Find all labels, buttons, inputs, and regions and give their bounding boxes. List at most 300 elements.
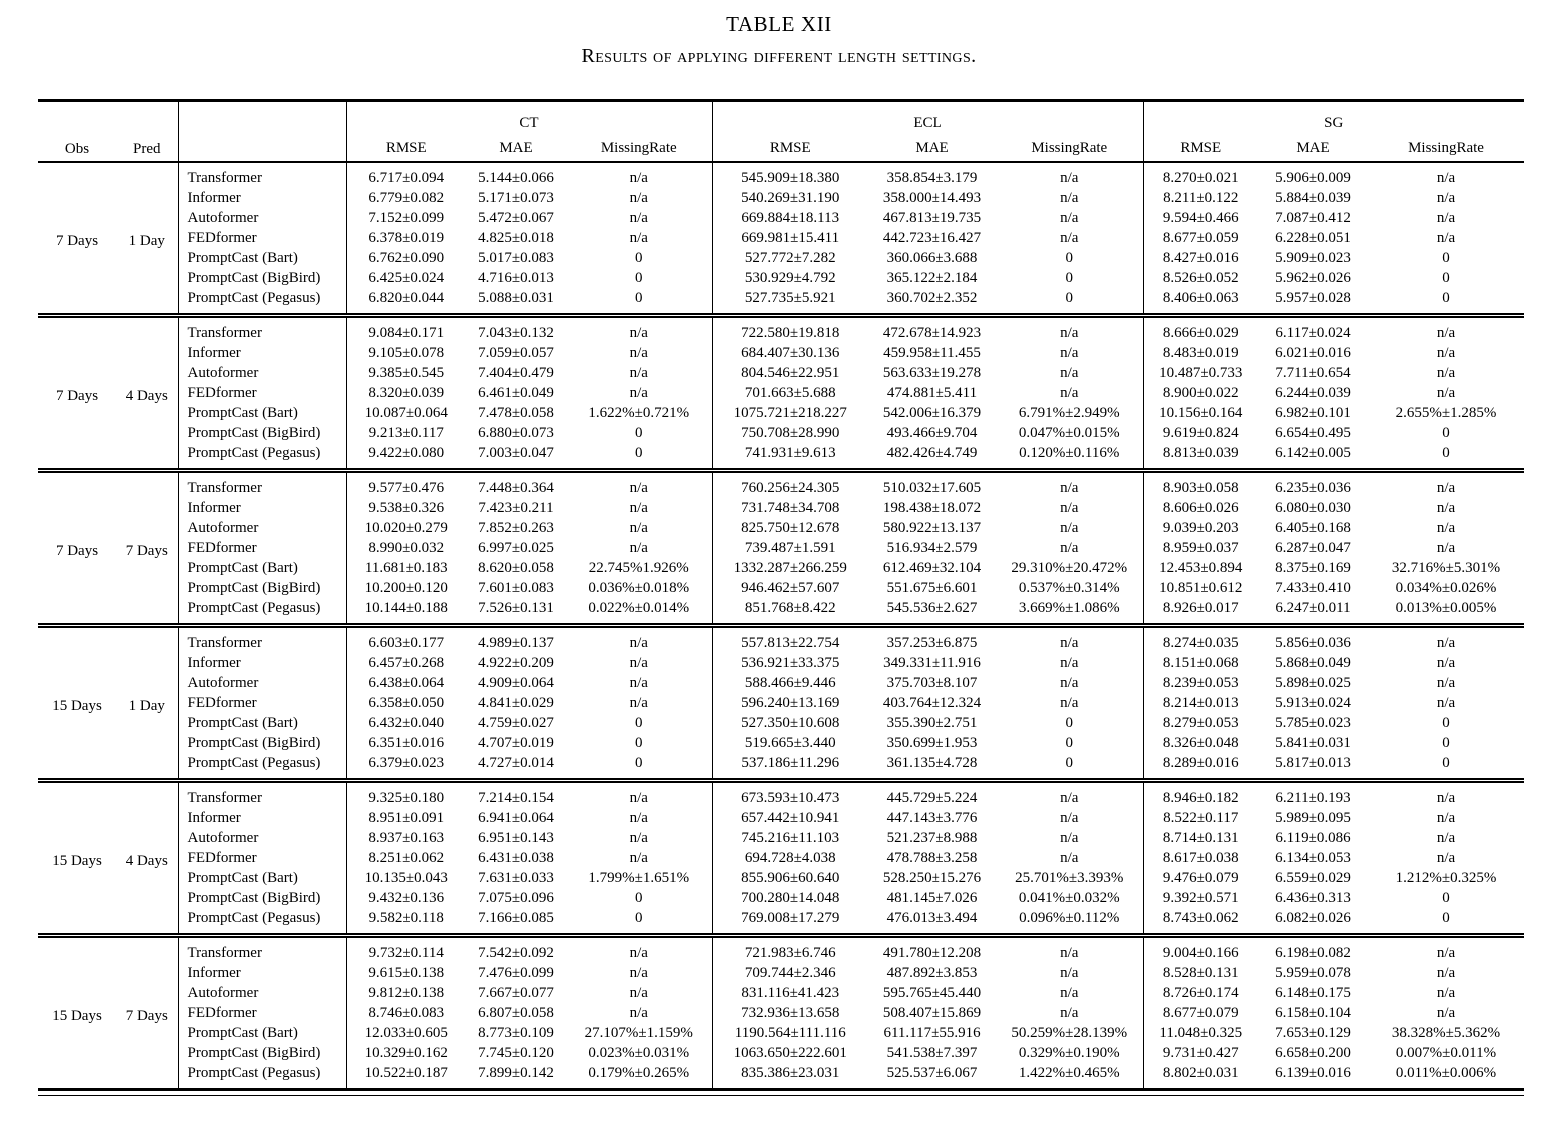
model-label: PromptCast (Pegasus) — [178, 443, 346, 471]
cell-ecl-mae: 357.253±6.875 — [886, 635, 978, 651]
cell-ct-mae: 4.825±0.018 — [478, 230, 554, 246]
cell-ecl-rmse: 540.269±31.190 — [712, 188, 868, 208]
cell-ecl-rmse: 745.216±11.103 — [712, 828, 868, 848]
model-label: Autoformer — [178, 518, 346, 538]
cell-ecl-mae: 360.066±3.688 — [886, 250, 978, 266]
cell-ct-missingrate: n/a — [629, 540, 648, 556]
cell-sg-rmse: 8.239±0.053 — [1143, 673, 1258, 693]
cell-ct-rmse: 8.990±0.032 — [346, 538, 466, 558]
table-row — [38, 808, 1524, 828]
cell-ct-mae: 7.631±0.033 — [478, 870, 554, 886]
obs-label: 7 Days — [55, 542, 99, 559]
cell-ct-rmse: 6.425±0.024 — [346, 268, 466, 288]
cell-ct-missingrate: n/a — [629, 230, 648, 246]
cell-ecl-mae: 459.958±11.455 — [883, 345, 981, 361]
ecl-missingrate-header: MissingRate — [1031, 139, 1108, 156]
cell-ecl-rmse: 530.929±4.792 — [712, 268, 868, 288]
cell-sg-missingrate: 0.013%±0.005% — [1395, 600, 1497, 616]
cell-ct-mae: 4.727±0.014 — [478, 755, 554, 771]
table-row — [38, 558, 1524, 578]
cell-ecl-rmse: 700.280±14.048 — [712, 888, 868, 908]
cell-sg-mae: 6.080±0.030 — [1275, 500, 1351, 516]
table-row — [38, 848, 1524, 868]
cell-ecl-missingrate: 0 — [1065, 270, 1074, 286]
cell-ct-missingrate: n/a — [629, 170, 648, 186]
cell-sg-missingrate: 1.212%±0.325% — [1395, 870, 1497, 886]
cell-ecl-rmse: 545.909±18.380 — [712, 162, 868, 188]
cell-ct-missingrate: n/a — [629, 520, 648, 536]
cell-ecl-missingrate: 0.537%±0.314% — [1018, 580, 1120, 596]
cell-ecl-mae: 476.013±3.494 — [886, 910, 978, 926]
cell-ecl-missingrate: 50.259%±28.139% — [1011, 1025, 1128, 1041]
cell-ct-rmse: 8.951±0.091 — [346, 808, 466, 828]
cell-ct-rmse: 9.084±0.171 — [346, 316, 466, 344]
cell-sg-missingrate: 0.007%±0.011% — [1395, 1045, 1497, 1061]
cell-ct-mae: 4.909±0.064 — [478, 675, 554, 691]
cell-ecl-rmse: 1075.721±218.227 — [712, 403, 868, 423]
table-row — [38, 963, 1524, 983]
cell-ecl-missingrate: 1.422%±0.465% — [1018, 1065, 1120, 1081]
cell-sg-missingrate: 32.716%±5.301% — [1391, 560, 1501, 576]
cell-ecl-rmse: 721.983±6.746 — [712, 936, 868, 964]
table-row — [38, 423, 1524, 443]
obs-header: Obs — [64, 141, 90, 157]
cell-ct-missingrate: n/a — [629, 965, 648, 981]
cell-ct-mae: 5.144±0.066 — [478, 170, 554, 186]
cell-ecl-missingrate: 0 — [1065, 715, 1074, 731]
model-label: Autoformer — [178, 673, 346, 693]
cell-sg-rmse: 8.522±0.117 — [1143, 808, 1258, 828]
cell-ct-rmse: 6.358±0.050 — [346, 693, 466, 713]
cell-ct-mae: 5.088±0.031 — [478, 290, 554, 306]
cell-ecl-mae: 612.469±32.104 — [882, 560, 982, 576]
cell-sg-mae: 5.906±0.009 — [1275, 170, 1351, 186]
cell-ecl-rmse: 760.256±24.305 — [712, 471, 868, 499]
cell-sg-missingrate: n/a — [1436, 965, 1456, 981]
table-row — [38, 653, 1524, 673]
cell-ct-mae: 5.017±0.083 — [478, 250, 554, 266]
cell-sg-missingrate: n/a — [1436, 170, 1456, 186]
cell-sg-rmse: 8.289±0.016 — [1143, 753, 1258, 781]
cell-sg-rmse: 8.617±0.038 — [1143, 848, 1258, 868]
cell-ct-mae: 7.166±0.085 — [478, 910, 554, 926]
model-header-blank — [178, 101, 346, 163]
cell-sg-missingrate: 0 — [1442, 445, 1450, 461]
cell-ct-mae: 6.941±0.064 — [478, 810, 554, 826]
cell-ct-missingrate: 0 — [635, 735, 643, 751]
cell-sg-missingrate: 0.011%±0.006% — [1395, 1065, 1497, 1081]
cell-ecl-mae: 516.934±2.579 — [886, 540, 978, 556]
cell-sg-rmse: 11.048±0.325 — [1143, 1023, 1258, 1043]
cell-ct-missingrate: n/a — [629, 810, 648, 826]
cell-sg-mae: 6.559±0.029 — [1275, 870, 1351, 886]
cell-sg-missingrate: n/a — [1436, 635, 1456, 651]
table-row — [38, 363, 1524, 383]
model-label: Transformer — [178, 471, 346, 499]
cell-ct-missingrate: n/a — [629, 945, 648, 961]
cell-sg-missingrate: 0 — [1442, 910, 1450, 926]
pred-label: 7 Days — [125, 1007, 168, 1024]
cell-sg-rmse: 8.813±0.039 — [1143, 443, 1258, 471]
cell-ct-rmse: 10.329±0.162 — [346, 1043, 466, 1063]
cell-ct-rmse: 10.020±0.279 — [346, 518, 466, 538]
cell-ct-missingrate: n/a — [629, 1005, 648, 1021]
cell-ct-rmse: 10.135±0.043 — [346, 868, 466, 888]
cell-sg-rmse: 8.483±0.019 — [1143, 343, 1258, 363]
cell-ecl-mae: 375.703±8.107 — [886, 675, 978, 691]
obs-label: 15 Days — [52, 852, 102, 869]
model-label: PromptCast (BigBird) — [178, 1043, 346, 1063]
cell-ct-missingrate: 0.023%±0.031% — [588, 1045, 690, 1061]
cell-ecl-missingrate: n/a — [1060, 1005, 1079, 1021]
cell-ct-missingrate: 0.179%±0.265% — [588, 1065, 690, 1081]
cell-sg-rmse: 9.039±0.203 — [1143, 518, 1258, 538]
model-label: PromptCast (BigBird) — [178, 578, 346, 598]
cell-sg-mae: 6.228±0.051 — [1275, 230, 1351, 246]
cell-ct-mae: 5.472±0.067 — [478, 210, 554, 226]
cell-ecl-missingrate: 0.096%±0.112% — [1019, 910, 1120, 926]
cell-ecl-missingrate: n/a — [1060, 520, 1079, 536]
model-label: PromptCast (Bart) — [178, 558, 346, 578]
cell-sg-rmse: 8.677±0.059 — [1143, 228, 1258, 248]
cell-sg-missingrate: 0 — [1442, 715, 1450, 731]
table-row — [38, 1023, 1524, 1043]
cell-ct-mae: 7.526±0.131 — [478, 600, 554, 616]
cell-ct-missingrate: 0 — [635, 890, 643, 906]
cell-ecl-rmse: 769.008±17.279 — [712, 908, 868, 936]
model-label: PromptCast (Bart) — [178, 868, 346, 888]
cell-ct-missingrate: n/a — [629, 210, 648, 226]
cell-ecl-missingrate: 0 — [1065, 290, 1074, 306]
row-group-3 — [38, 471, 1524, 626]
table-row — [38, 888, 1524, 908]
table-row — [38, 316, 1524, 344]
cell-sg-rmse: 9.594±0.466 — [1143, 208, 1258, 228]
cell-ecl-mae: 365.122±2.184 — [886, 270, 978, 286]
cell-sg-missingrate: n/a — [1436, 325, 1456, 341]
cell-ecl-mae: 350.699±1.953 — [886, 735, 978, 751]
table-row — [38, 733, 1524, 753]
cell-sg-missingrate: n/a — [1436, 500, 1456, 516]
cell-ecl-rmse: 657.442±10.941 — [712, 808, 868, 828]
cell-sg-mae: 6.117±0.024 — [1275, 325, 1351, 341]
cell-sg-rmse: 8.959±0.037 — [1143, 538, 1258, 558]
model-label: PromptCast (Bart) — [178, 403, 346, 423]
cell-sg-missingrate: n/a — [1436, 230, 1456, 246]
cell-ct-missingrate: n/a — [629, 345, 648, 361]
cell-sg-missingrate: 0 — [1442, 270, 1450, 286]
model-label: PromptCast (BigBird) — [178, 423, 346, 443]
cell-sg-missingrate: 2.655%±1.285% — [1395, 405, 1497, 421]
cell-ct-mae: 7.667±0.077 — [478, 985, 554, 1001]
cell-ecl-mae: 510.032±17.605 — [882, 480, 982, 496]
model-label: PromptCast (Pegasus) — [178, 288, 346, 316]
cell-ecl-missingrate: n/a — [1060, 790, 1079, 806]
pred-label: 4 Days — [125, 387, 168, 404]
cell-ct-rmse: 6.457±0.268 — [346, 653, 466, 673]
cell-ecl-mae: 487.892±3.853 — [886, 965, 978, 981]
cell-ct-missingrate: n/a — [629, 190, 648, 206]
cell-sg-rmse: 8.326±0.048 — [1143, 733, 1258, 753]
ecl-mae-header: MAE — [915, 139, 949, 156]
cell-sg-missingrate: n/a — [1436, 810, 1456, 826]
model-label: Autoformer — [178, 983, 346, 1003]
dataset-header-ct: CT — [346, 101, 712, 136]
cell-ecl-rmse: 673.593±10.473 — [712, 781, 868, 809]
cell-ecl-missingrate: n/a — [1060, 965, 1079, 981]
cell-ct-missingrate: 0 — [635, 445, 643, 461]
cell-sg-mae: 6.021±0.016 — [1275, 345, 1351, 361]
cell-ecl-mae: 493.466±9.704 — [886, 425, 978, 441]
cell-ecl-rmse: 669.981±15.411 — [712, 228, 868, 248]
cell-sg-mae: 6.134±0.053 — [1275, 850, 1351, 866]
cell-ecl-missingrate: 0.329%±0.190% — [1018, 1045, 1120, 1061]
cell-sg-mae: 6.247±0.011 — [1275, 600, 1351, 616]
model-label: PromptCast (Pegasus) — [178, 598, 346, 626]
table-row — [38, 208, 1524, 228]
cell-sg-rmse: 8.666±0.029 — [1143, 316, 1258, 344]
cell-ct-mae: 7.423±0.211 — [478, 500, 554, 516]
table-row — [38, 713, 1524, 733]
cell-sg-rmse: 8.802±0.031 — [1143, 1063, 1258, 1090]
model-label: Informer — [178, 498, 346, 518]
cell-ecl-mae: 472.678±14.923 — [882, 325, 982, 341]
cell-sg-missingrate: n/a — [1436, 790, 1456, 806]
cell-ct-rmse: 9.577±0.476 — [346, 471, 466, 499]
cell-sg-mae: 6.235±0.036 — [1275, 480, 1351, 496]
cell-sg-mae: 6.436±0.313 — [1275, 890, 1351, 906]
cell-ct-mae: 6.951±0.143 — [478, 830, 554, 846]
model-label: Autoformer — [178, 828, 346, 848]
cell-sg-mae: 6.654±0.495 — [1275, 425, 1351, 441]
cell-sg-mae: 5.868±0.049 — [1275, 655, 1351, 671]
table-row — [38, 383, 1524, 403]
cell-ecl-missingrate: n/a — [1060, 675, 1079, 691]
cell-ecl-rmse: 741.931±9.613 — [712, 443, 868, 471]
table-title: TABLE XII — [726, 12, 832, 36]
cell-ecl-missingrate: n/a — [1060, 170, 1079, 186]
cell-ct-missingrate: 0 — [635, 425, 643, 441]
row-group-2 — [38, 316, 1524, 471]
cell-sg-rmse: 8.528±0.131 — [1143, 963, 1258, 983]
cell-ct-rmse: 6.779±0.082 — [346, 188, 466, 208]
cell-ct-rmse: 10.144±0.188 — [346, 598, 466, 626]
cell-sg-rmse: 8.270±0.021 — [1143, 162, 1258, 188]
cell-ecl-mae: 447.143±3.776 — [886, 810, 978, 826]
table-row — [38, 162, 1524, 188]
cell-ct-mae: 6.461±0.049 — [478, 385, 554, 401]
cell-ct-rmse: 9.615±0.138 — [346, 963, 466, 983]
table-row — [38, 518, 1524, 538]
cell-ecl-rmse: 804.546±22.951 — [712, 363, 868, 383]
cell-ecl-missingrate: n/a — [1060, 230, 1079, 246]
cell-sg-mae: 7.711±0.654 — [1275, 365, 1351, 381]
cell-sg-missingrate: n/a — [1436, 830, 1456, 846]
cell-sg-mae: 6.142±0.005 — [1275, 445, 1351, 461]
cell-sg-missingrate: 0 — [1442, 290, 1450, 306]
bottom-rule — [38, 1095, 1524, 1096]
cell-sg-rmse: 8.274±0.035 — [1143, 626, 1258, 654]
model-label: FEDformer — [178, 693, 346, 713]
cell-ct-missingrate: 0 — [635, 715, 643, 731]
cell-ct-missingrate: 22.745%1.926% — [588, 560, 689, 576]
table-row — [38, 228, 1524, 248]
cell-ct-mae: 6.807±0.058 — [478, 1005, 554, 1021]
cell-ct-missingrate: 0 — [635, 755, 643, 771]
cell-sg-rmse: 8.211±0.122 — [1143, 188, 1258, 208]
table-row — [38, 1063, 1524, 1090]
cell-ct-rmse: 11.681±0.183 — [346, 558, 466, 578]
cell-sg-rmse: 9.619±0.824 — [1143, 423, 1258, 443]
cell-sg-mae: 7.433±0.410 — [1275, 580, 1351, 596]
cell-ct-mae: 7.043±0.132 — [478, 325, 554, 341]
cell-ecl-mae: 521.237±8.988 — [886, 830, 978, 846]
table-row — [38, 673, 1524, 693]
model-label: PromptCast (Bart) — [178, 248, 346, 268]
cell-sg-missingrate: 0 — [1442, 425, 1450, 441]
cell-ct-missingrate: 0.036%±0.018% — [588, 580, 690, 596]
cell-ct-missingrate: n/a — [629, 385, 648, 401]
cell-ct-mae: 5.171±0.073 — [478, 190, 554, 206]
cell-ct-rmse: 6.438±0.064 — [346, 673, 466, 693]
cell-sg-rmse: 10.851±0.612 — [1143, 578, 1258, 598]
cell-sg-missingrate: n/a — [1436, 695, 1456, 711]
cell-sg-missingrate: n/a — [1436, 985, 1456, 1001]
table-row — [38, 188, 1524, 208]
cell-ecl-mae: 545.536±2.627 — [886, 600, 978, 616]
cell-ecl-missingrate: n/a — [1060, 540, 1079, 556]
cell-ct-mae: 7.852±0.263 — [478, 520, 554, 536]
model-label: PromptCast (Pegasus) — [178, 753, 346, 781]
cell-ecl-mae: 525.537±6.067 — [886, 1065, 978, 1081]
table-row — [38, 626, 1524, 654]
table-row — [38, 753, 1524, 781]
cell-sg-missingrate: 0 — [1442, 250, 1450, 266]
model-label: Autoformer — [178, 363, 346, 383]
cell-ct-missingrate: n/a — [629, 655, 648, 671]
cell-ct-missingrate: n/a — [629, 480, 648, 496]
cell-ct-missingrate: n/a — [629, 985, 648, 1001]
cell-sg-missingrate: n/a — [1436, 655, 1456, 671]
cell-ecl-mae: 361.135±4.728 — [886, 755, 978, 771]
cell-ecl-missingrate: 0 — [1065, 735, 1074, 751]
model-label: FEDformer — [178, 383, 346, 403]
cell-ct-mae: 7.003±0.047 — [478, 445, 554, 461]
cell-ecl-mae: 482.426±4.749 — [886, 445, 978, 461]
cell-sg-mae: 5.898±0.025 — [1275, 675, 1351, 691]
cell-ct-rmse: 6.820±0.044 — [346, 288, 466, 316]
cell-ct-rmse: 8.746±0.083 — [346, 1003, 466, 1023]
cell-sg-mae: 6.405±0.168 — [1275, 520, 1351, 536]
cell-ecl-mae: 563.633±19.278 — [882, 365, 982, 381]
cell-ct-rmse: 9.432±0.136 — [346, 888, 466, 908]
table-row — [38, 248, 1524, 268]
table-row — [38, 1003, 1524, 1023]
cell-ecl-rmse: 1063.650±222.601 — [712, 1043, 868, 1063]
cell-ecl-mae: 542.006±16.379 — [882, 405, 982, 421]
cell-ecl-rmse: 1332.287±266.259 — [712, 558, 868, 578]
dataset-header-sg: SG — [1143, 101, 1524, 136]
cell-ecl-missingrate: 25.701%±3.393% — [1015, 870, 1124, 886]
cell-ecl-rmse: 669.884±18.113 — [712, 208, 868, 228]
cell-ecl-missingrate: n/a — [1060, 210, 1079, 226]
cell-ecl-mae: 491.780±12.208 — [882, 945, 982, 961]
table-row — [38, 343, 1524, 363]
cell-ecl-mae: 541.538±7.397 — [886, 1045, 978, 1061]
cell-sg-mae: 8.375±0.169 — [1275, 560, 1351, 576]
cell-ecl-missingrate: 3.669%±1.086% — [1018, 600, 1120, 616]
cell-ct-rmse: 12.033±0.605 — [346, 1023, 466, 1043]
cell-sg-mae: 6.982±0.101 — [1275, 405, 1351, 421]
model-label: PromptCast (Pegasus) — [178, 1063, 346, 1090]
model-label: Informer — [178, 343, 346, 363]
cell-sg-rmse: 9.004±0.166 — [1143, 936, 1258, 964]
sg-mae-header: MAE — [1296, 139, 1330, 156]
table-row — [38, 693, 1524, 713]
cell-ecl-mae: 611.117±55.916 — [883, 1025, 981, 1041]
table-row — [38, 868, 1524, 888]
model-label: Transformer — [178, 936, 346, 964]
cell-ecl-missingrate: 0.120%±0.116% — [1019, 445, 1120, 461]
cell-ecl-rmse: 946.462±57.607 — [712, 578, 868, 598]
pred-label: 7 Days — [125, 542, 168, 559]
cell-ct-missingrate: n/a — [629, 635, 648, 651]
cell-ct-mae: 4.989±0.137 — [478, 635, 554, 651]
cell-ecl-mae: 478.788±3.258 — [886, 850, 978, 866]
cell-sg-missingrate: 38.328%±5.362% — [1391, 1025, 1501, 1041]
sg-rmse-header: RMSE — [1143, 135, 1258, 162]
cell-sg-mae: 5.989±0.095 — [1275, 810, 1351, 826]
cell-sg-mae: 6.082±0.026 — [1275, 910, 1351, 926]
cell-ct-rmse: 10.087±0.064 — [346, 403, 466, 423]
cell-sg-mae: 6.148±0.175 — [1275, 985, 1351, 1001]
cell-ct-rmse: 7.152±0.099 — [346, 208, 466, 228]
dataset-header-ecl: ECL — [712, 101, 1143, 136]
cell-ecl-mae: 467.813±19.735 — [882, 210, 982, 226]
obs-label: 15 Days — [52, 1007, 102, 1024]
cell-ecl-mae: 198.438±18.072 — [882, 500, 982, 516]
cell-ecl-missingrate: n/a — [1060, 810, 1079, 826]
row-group-1 — [38, 162, 1524, 316]
cell-ct-mae: 7.542±0.092 — [478, 945, 554, 961]
cell-ecl-rmse: 536.921±33.375 — [712, 653, 868, 673]
cell-ecl-rmse: 831.116±41.423 — [712, 983, 868, 1003]
cell-ecl-rmse: 722.580±19.818 — [712, 316, 868, 344]
cell-ecl-rmse: 709.744±2.346 — [712, 963, 868, 983]
cell-ecl-mae: 349.331±11.916 — [883, 655, 981, 671]
table-row — [38, 828, 1524, 848]
cell-sg-rmse: 9.731±0.427 — [1143, 1043, 1258, 1063]
cell-ecl-rmse: 527.735±5.921 — [712, 288, 868, 316]
dataset-header-row — [38, 101, 1524, 136]
cell-ecl-rmse: 739.487±1.591 — [712, 538, 868, 558]
cell-sg-mae: 7.087±0.412 — [1275, 210, 1351, 226]
table-row — [38, 288, 1524, 316]
table-row — [38, 471, 1524, 499]
model-label: Informer — [178, 963, 346, 983]
cell-ct-mae: 4.716±0.013 — [478, 270, 554, 286]
cell-ct-missingrate: n/a — [629, 500, 648, 516]
cell-ct-rmse: 6.351±0.016 — [346, 733, 466, 753]
cell-sg-rmse: 8.406±0.063 — [1143, 288, 1258, 316]
cell-sg-mae: 6.211±0.193 — [1275, 790, 1351, 806]
cell-ecl-rmse: 537.186±11.296 — [712, 753, 868, 781]
cell-sg-mae: 6.119±0.086 — [1275, 830, 1351, 846]
cell-ecl-mae: 360.702±2.352 — [886, 290, 978, 306]
cell-sg-missingrate: n/a — [1436, 480, 1456, 496]
cell-sg-mae: 5.785±0.023 — [1275, 715, 1351, 731]
model-label: Transformer — [178, 626, 346, 654]
